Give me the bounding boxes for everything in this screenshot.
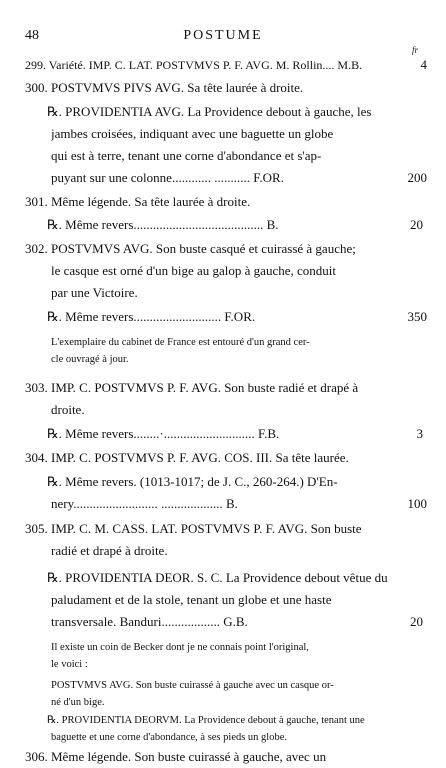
text-line: puyant sur une colonne............ ........... F.OR. [51, 170, 284, 185]
text-line: paludament et de la stole, tenant un globe et une haste [51, 592, 332, 607]
value-column-heading: fr [412, 45, 419, 55]
value-cell: 3 [416, 426, 423, 441]
value-cell: 20 [410, 217, 423, 232]
text-line: ℞. Même revers........·............................ F.B. [47, 426, 280, 441]
running-header [0, 28, 446, 48]
running-title: POSTUME [183, 28, 263, 43]
text-line: 304. IMP. C. POSTVMVS P. F. AVG. COS. III. Sa tête laurée. [25, 450, 349, 465]
value-cell: 100 [407, 496, 427, 511]
note-line: né d'un bige. [51, 697, 105, 708]
text-line: 301. Même légende. Sa tête laurée à droite. [25, 194, 251, 209]
text-line: ℞. PROVIDENTIA AVG. La Providence debout à gauche, les [47, 104, 372, 119]
note-line: ℞. PROVIDENTIA DEORVM. La Providence debout à gauche, tenant une [47, 715, 365, 726]
value-cell: 20 [410, 614, 423, 629]
text-line: ℞. Même revers........................................ B. [47, 217, 279, 232]
value-cell: 200 [407, 170, 427, 185]
text-line: par une Victoire. [51, 285, 138, 300]
note-line: Il existe un coin de Becker dont je ne connais point l'original, [51, 642, 309, 653]
note-line: baguette et une corne d'abondance, à ses pieds un globe. [51, 732, 288, 743]
text-line: nery.......................... ................... B. [51, 496, 238, 511]
footnote-line: L'exemplaire du cabinet de France est entouré d'un grand cer- [51, 337, 310, 348]
text-line: jambes croisées, indiquant avec une baguette un globe [51, 126, 334, 141]
text-line: qui est à terre, tenant une corne d'abondance et s'ap- [51, 148, 322, 163]
note-line: POSTVMVS AVG. Son buste cuirassé à gauche avec un casque or- [51, 680, 334, 691]
text-line: ℞. Même revers........................... F.OR. [47, 309, 256, 324]
value-cell: 4 [420, 57, 427, 72]
text-line: ℞. Même revers. (1013-1017; de J. C., 260-264.) D'En- [47, 474, 338, 489]
text-line: droite. [51, 402, 85, 417]
footnote-line: cle ouvragé à jour. [51, 354, 129, 365]
text-line: 300. POSTVMVS PIVS AVG. Sa tête laurée à droite. [25, 80, 304, 95]
text-line: 303. IMP. C. POSTVMVS P. F. AVG. Son buste radié et drapé à [25, 380, 359, 395]
text-line: transversale. Banduri.................. G.B. [51, 614, 248, 629]
text-line: 306. Même légende. Son buste cuirassé à gauche, avec un [25, 749, 327, 764]
text-line: 299. Variété. IMP. C. LAT. POSTVMVS P. F. AVG. M. Rollin.... M.B. [25, 58, 363, 72]
text-line: 302. POSTVMVS AVG. Son buste casqué et cuirassé à gauche; [25, 241, 356, 256]
text-line: radié et drapé à droite. [51, 543, 168, 558]
text-line: le casque est orné d'un bige au galop à gauche, conduit [51, 263, 336, 278]
note-line: le voici : [51, 659, 88, 670]
text-line: 305. IMP. C. M. CASS. LAT. POSTVMVS P. F. AVG. Son buste [25, 521, 362, 536]
page-number: 48 [25, 28, 39, 43]
value-cell: 350 [407, 309, 427, 324]
text-line: ℞. PROVIDENTIA DEOR. S. C. La Providence debout vêtue du [47, 570, 388, 585]
